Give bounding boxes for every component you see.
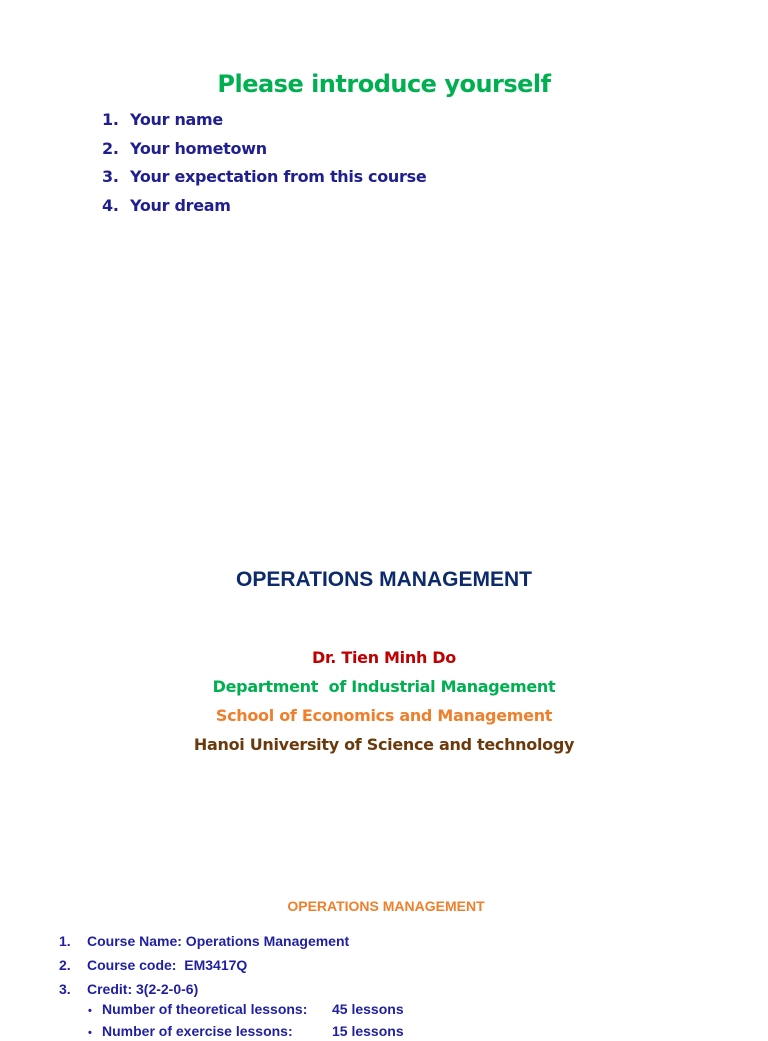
list-item [102, 108, 426, 137]
bullet-icon: • [88, 1005, 92, 1017]
school-name: School of Economics and Management [215, 706, 553, 725]
sub-item-label: Number of exercise lessons: [102, 1023, 293, 1039]
sub-list-item [88, 1023, 404, 1037]
bullet-icon: • [88, 1027, 92, 1039]
list-number: 3. [59, 981, 71, 997]
list-number: 1. [102, 110, 119, 129]
sub-item-label: Number of theoretical lessons: [102, 1001, 308, 1017]
list-text: Your expectation from this course [130, 167, 427, 187]
course-title: OPERATIONS MANAGEMENT [236, 568, 532, 591]
list-number: 1. [59, 933, 71, 949]
intro-list [102, 108, 426, 223]
list-item [59, 956, 349, 980]
slide-course-title [0, 540, 768, 780]
list-text: Your name [130, 110, 223, 129]
department-name: Department of Industrial Management [212, 677, 556, 696]
list-item [102, 165, 426, 194]
slide-introduce-yourself [0, 0, 768, 290]
list-text: Your dream [130, 196, 231, 216]
list-number: 3. [102, 167, 119, 187]
slide-title: Please introduce yourself [217, 70, 551, 98]
list-number: 2. [102, 138, 119, 158]
list-text: Credit: 3(2-2-0-6) [87, 981, 199, 997]
list-item [59, 932, 349, 956]
author-name: Dr. Tien Minh Do [312, 648, 456, 667]
list-item [102, 194, 426, 223]
university-name: Hanoi University of Science and technology [193, 735, 575, 754]
sub-item-value: 15 lessons [332, 1023, 404, 1039]
course-info-list [59, 932, 349, 1004]
slide-course-info [0, 880, 768, 1039]
list-text: Your hometown [130, 138, 267, 158]
course-info-title: OPERATIONS MANAGEMENT [287, 898, 485, 914]
sub-list-item [88, 1001, 404, 1015]
list-number: 2. [59, 957, 71, 973]
credit-breakdown-list [88, 1001, 404, 1037]
list-number: 4. [102, 196, 119, 216]
list-text: Course Name: Operations Management [87, 933, 350, 949]
list-item [102, 137, 426, 166]
sub-item-value: 45 lessons [332, 1001, 404, 1017]
list-text: Course code: EM3417Q [87, 957, 248, 973]
